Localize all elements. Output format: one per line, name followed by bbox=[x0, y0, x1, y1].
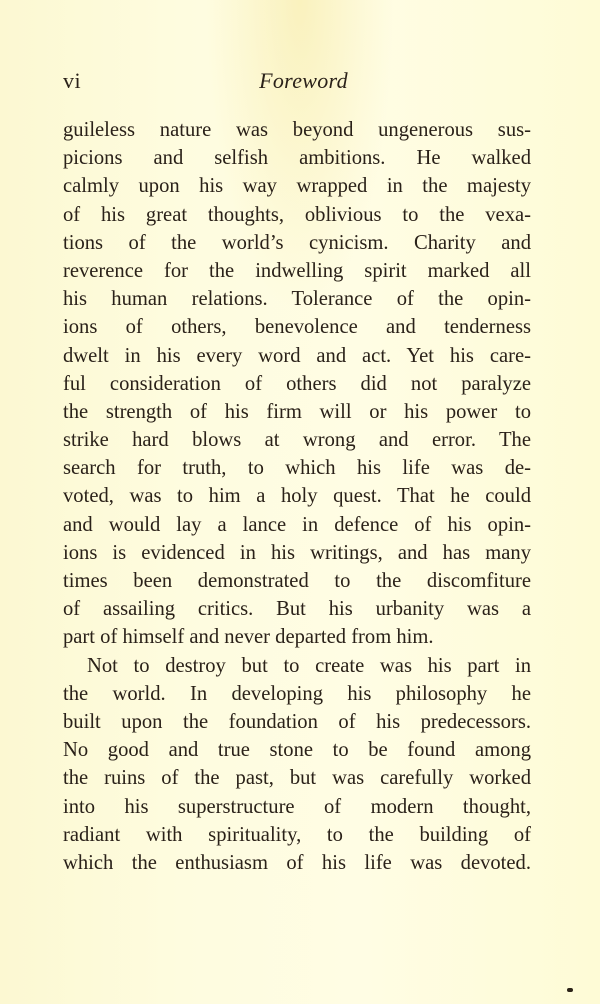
text-line: guileless nature was beyond ungenerous sus- bbox=[63, 119, 531, 141]
text-line: picions and selfish ambitions. He walked bbox=[63, 147, 531, 170]
text-line: of his great thoughts, oblivious to the vexa- bbox=[63, 203, 531, 226]
body-text bbox=[63, 116, 531, 877]
text-line: radiant with spirituality, to the building of bbox=[63, 823, 531, 846]
running-title: Foreword bbox=[259, 68, 348, 93]
text-line: No good and true stone to be found among bbox=[63, 739, 531, 762]
text-line: strike hard blows at wrong and error. The bbox=[63, 429, 531, 452]
text-line: his human relations. Tolerance of the opin- bbox=[63, 288, 531, 311]
text-line: the world. In developing his philosophy he bbox=[63, 682, 531, 705]
text-line: voted, was to him a holy quest. That he could bbox=[63, 485, 531, 508]
page-number: vi bbox=[63, 68, 82, 93]
text-line: ions is evidenced in his writings, and has many bbox=[63, 541, 531, 564]
text-line: part of himself and never departed from him. bbox=[63, 626, 434, 649]
paragraph-1 bbox=[63, 116, 531, 652]
text-line: into his superstructure of modern thought, bbox=[63, 795, 531, 818]
running-head bbox=[63, 68, 530, 98]
text-line: calmly upon his way wrapped in the majesty bbox=[63, 175, 531, 198]
text-line: the ruins of the past, but was carefully worked bbox=[63, 767, 531, 790]
text-line: built upon the foundation of his predecessors. bbox=[63, 710, 531, 733]
text-line: the strength of his firm will or his power to bbox=[63, 400, 531, 423]
text-line: and would lay a lance in defence of his opin- bbox=[63, 513, 531, 536]
text-line: reverence for the indwelling spirit marked all bbox=[63, 259, 531, 282]
text-line: ful consideration of others did not paralyze bbox=[63, 372, 531, 395]
paragraph-2 bbox=[63, 652, 531, 878]
text-line: Not to destroy but to create was his part in bbox=[87, 654, 531, 677]
text-line: search for truth, to which his life was de- bbox=[63, 457, 531, 480]
text-line: of assailing critics. But his urbanity was a bbox=[63, 598, 531, 621]
ink-speck bbox=[567, 988, 573, 992]
text-line: ions of others, benevolence and tenderness bbox=[63, 316, 531, 339]
text-line: which the enthusiasm of his life was devoted. bbox=[63, 851, 531, 874]
text-line: tions of the world’s cynicism. Charity and bbox=[63, 231, 531, 254]
text-line: times been demonstrated to the discomfiture bbox=[63, 570, 531, 592]
text-line: dwelt in his every word and act. Yet his care- bbox=[63, 344, 531, 367]
